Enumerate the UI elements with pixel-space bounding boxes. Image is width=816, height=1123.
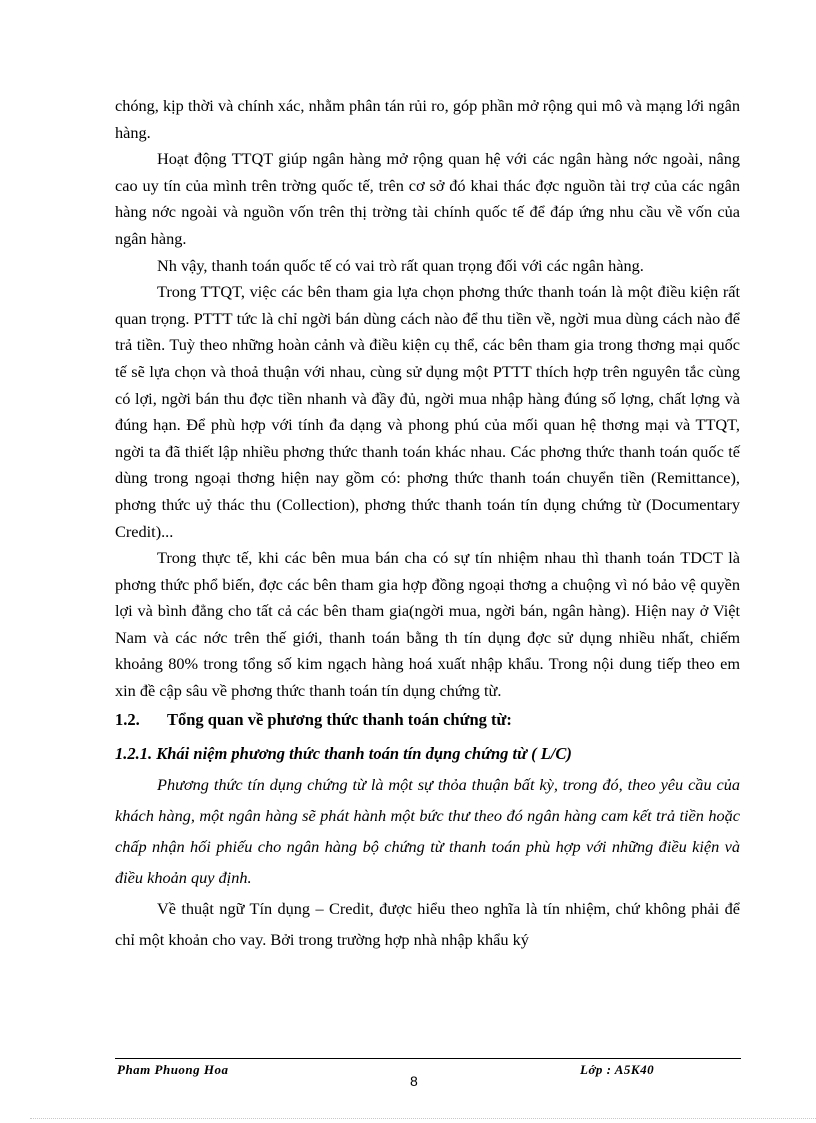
- section-heading: [115, 707, 740, 733]
- section-title: Tổng quan về phương thức thanh toán chứng từ:: [167, 709, 512, 729]
- paragraph-definition: Phương thức tín dụng chứng từ là một sự thỏa thuận bất kỳ, trong đó, theo yêu cầu của khách hàng, một ngân hàng sẽ phát hành một bức thư theo đó ngân hàng cam kết trả tiền hoặc chấp nhận hối phiếu cho ngân hàng bộ chứng từ thanh toán phù hợp với những điều kiện và điều khoản quy định.: [115, 774, 740, 887]
- paragraph-ttqt-benefits: Hoạt động TTQT giúp ngân hàng mở rộng quan hệ với các ngân hàng nớc ngoài, nâng cao uy tín của mình trên trờng quốc tế, trên cơ sở đó khai thác đợc nguồn tài trợ của các ngân hàng nớc ngoài và nguồn vốn trên thị trờng tài chính quốc tế để đáp ứng nhu cầu về vốn của ngân hàng.: [115, 149, 740, 248]
- section-number: 1.2.: [115, 709, 140, 729]
- footer-class: Lớp : A5K40: [580, 1062, 655, 1077]
- paragraph-continuation: chóng, kịp thời và chính xác, nhằm phân tán rủi ro, góp phần mở rộng qui mô và mạng lới ngân hàng.: [115, 96, 740, 142]
- paragraph-credit-term: Về thuật ngữ Tín dụng – Credit, được hiểu theo nghĩa là tín nhiệm, chứ không phải để chỉ một khoản cho vay. Bởi trong trường hợp nhà nhập khẩu ký: [115, 898, 740, 949]
- paragraph-documentary-credit: Trong thực tế, khi các bên mua bán cha có sự tín nhiệm nhau thì thanh toán TDCT là phơng thức phổ biến, đợc các bên tham gia hợp đồng ngoại thơng a chuộng vì nó bảo vệ quyền lợi và bình đẳng cho tất cả các bên tham gia(ngời mua, ngời bán, ngân hàng). Hiện nay ở Việt Nam và các nớc trên thế giới, thanh toán bằng th tín dụng đợc sử dụng nhiều nhất, chiếm khoảng 80% trong tổng số kim ngạch hàng hoá xuất nhập khẩu. Trong nội dung tiếp theo em xin đề cập sâu về phơng thức thanh toán tín dụng chứng từ.: [115, 548, 740, 701]
- paragraph-payment-methods: Trong TTQT, việc các bên tham gia lựa chọn phơng thức thanh toán là một điều kiện rất quan trọng. PTTT tức là chỉ ngời bán dùng cách nào để thu tiền về, ngời mua dùng cách nào để trả tiền. Tuỳ theo những hoàn cảnh và điều kiện cụ thể, các bên tham gia trong thơng mại quốc tế sẽ lựa chọn và thoả thuận với nhau, cùng sử dụng một PTTT thích hợp trên nguyên tắc cùng có lợi, ngời bán thu đợc tiền nhanh và đầy đủ, ngời mua nhập hàng đúng số lợng, chất lợng và đúng hạn. Để phù hợp với tính đa dạng và phong phú của mối quan hệ thơng mại và TTQT, ngời ta đã thiết lập nhiều phơng thức thanh toán khác nhau. Các phơng thức thanh toán quốc tế dùng trong ngoại thơng hiện nay gồm có: phơng thức thanh toán chuyển tiền (Remittance), phơng thức uỷ thác thu (Collection), phơng thức thanh toán tín dụng chứng từ (Documentary Credit)...: [115, 282, 740, 541]
- footer-divider: [115, 1058, 741, 1059]
- page-bottom-edge: [30, 1118, 816, 1119]
- page-number: 8: [410, 1073, 418, 1089]
- page-body: [115, 93, 740, 955]
- paragraph-ttqt-role: Nh vậy, thanh toán quốc tế có vai trò rất quan trọng đối với các ngân hàng.: [157, 255, 644, 275]
- footer-author: Pham Phuong Hoa: [117, 1062, 229, 1077]
- subsection-heading: 1.2.1. Khái niệm phương thức thanh toán tín dụng chứng từ ( L/C): [115, 743, 572, 763]
